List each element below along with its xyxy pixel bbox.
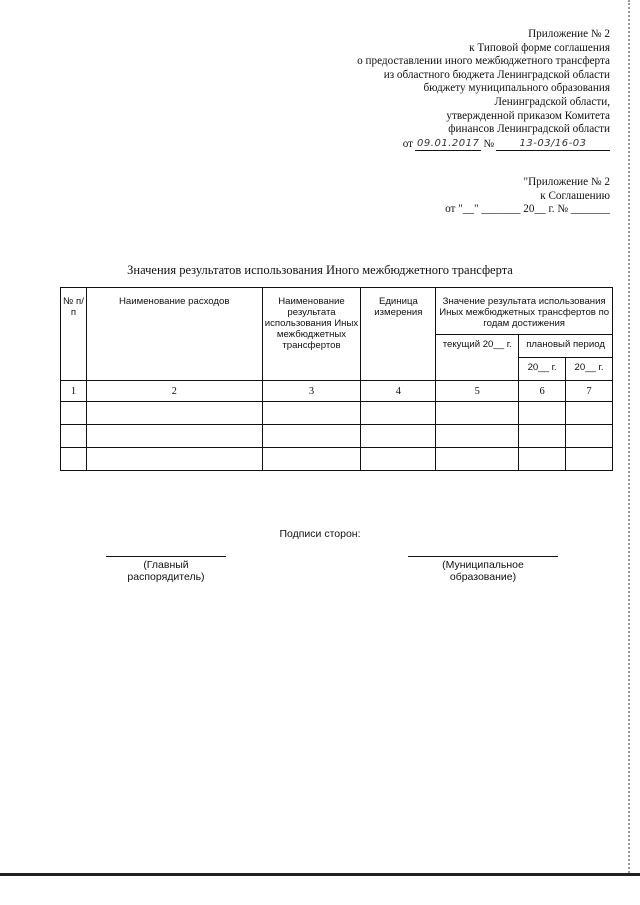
header-current-year: текущий 20__ г. (436, 335, 519, 381)
column-number: 6 (519, 381, 566, 402)
page-edge-bottom (0, 873, 640, 876)
table-cell[interactable] (61, 448, 87, 471)
table-cell[interactable] (86, 448, 262, 471)
header-line-6: Ленинградской области, (494, 95, 610, 108)
header-plan-year-2: 20__ г. (566, 358, 613, 381)
header-line-1: Приложение № 2 (528, 28, 610, 40)
signature-line-left[interactable] (106, 556, 226, 557)
column-number: 4 (361, 381, 436, 402)
header-line-2: к Типовой форме соглашения (469, 41, 610, 54)
order-number-sign: № (483, 137, 494, 150)
table-title: Значения результатов использования Иного межбюджетного трансферта (127, 263, 513, 277)
table-cell[interactable] (361, 425, 436, 448)
column-number: 1 (61, 381, 87, 402)
appendix-subtitle: к Соглашению (540, 189, 610, 202)
appendix-title: "Приложение № 2 (523, 176, 610, 188)
table-row (61, 402, 613, 425)
table-cell[interactable] (86, 402, 262, 425)
table-cell[interactable] (436, 402, 519, 425)
column-number: 7 (566, 381, 613, 402)
header-planned-period: плановый период (519, 335, 613, 358)
table-row (61, 448, 613, 471)
table-cell[interactable] (436, 448, 519, 471)
header-plan-year-1: 20__ г. (519, 358, 566, 381)
table-cell[interactable] (262, 448, 361, 471)
column-number: 3 (262, 381, 361, 402)
page-edge-right (628, 0, 630, 873)
column-number: 2 (86, 381, 262, 402)
order-number: 13-03/16-03 (496, 137, 610, 152)
header-number: № п/п (61, 288, 87, 381)
table-cell[interactable] (262, 425, 361, 448)
signature-right (408, 556, 558, 583)
order-line (290, 137, 610, 152)
table-cell[interactable] (61, 425, 87, 448)
approval-header (290, 28, 610, 151)
table-cell[interactable] (61, 402, 87, 425)
table-cell[interactable] (519, 425, 566, 448)
header-line-4: из областного бюджета Ленинградской области (383, 68, 610, 81)
table-cell[interactable] (361, 448, 436, 471)
header-row-1 (61, 288, 613, 335)
table-cell[interactable] (519, 402, 566, 425)
header-expense-name: Наименование расходов (86, 288, 262, 381)
agreement-appendix-header (370, 176, 610, 217)
table-cell[interactable] (262, 402, 361, 425)
results-table (60, 287, 613, 471)
column-number-row (61, 381, 613, 402)
header-line-5: бюджету муниципального образования (423, 82, 610, 95)
signature-left (106, 556, 226, 583)
header-line-3: о предоставлении иного межбюджетного трансферта (357, 55, 610, 68)
table-cell[interactable] (566, 402, 613, 425)
table-cell[interactable] (519, 448, 566, 471)
header-line-7: утвержденной приказом Комитета (446, 109, 610, 122)
table-row (61, 425, 613, 448)
column-number: 5 (436, 381, 519, 402)
appendix-date-line: от "__" _______ 20__ г. № _______ (445, 203, 610, 216)
header-result-name: Наименование результата использования Иных межбюджетных трансфертов (262, 288, 361, 381)
signature-label-left: (Главный распорядитель) (127, 559, 205, 583)
table-cell[interactable] (566, 425, 613, 448)
order-prefix: от (402, 137, 414, 150)
header-unit: Единица измерения (361, 288, 436, 381)
table-cell[interactable] (436, 425, 519, 448)
table-cell[interactable] (361, 402, 436, 425)
header-line-8: финансов Ленинградской области (448, 123, 610, 136)
table-cell[interactable] (566, 448, 613, 471)
signatures-title: Подписи сторон: (279, 528, 361, 540)
header-result-value: Значение результата использования Иных межбюджетных трансфертов по годам достижения (436, 288, 613, 335)
signature-line-right[interactable] (408, 556, 558, 557)
signature-label-right: (Муниципальное образование) (442, 559, 524, 583)
order-date: 09.01.2017 (415, 137, 481, 152)
table-cell[interactable] (86, 425, 262, 448)
